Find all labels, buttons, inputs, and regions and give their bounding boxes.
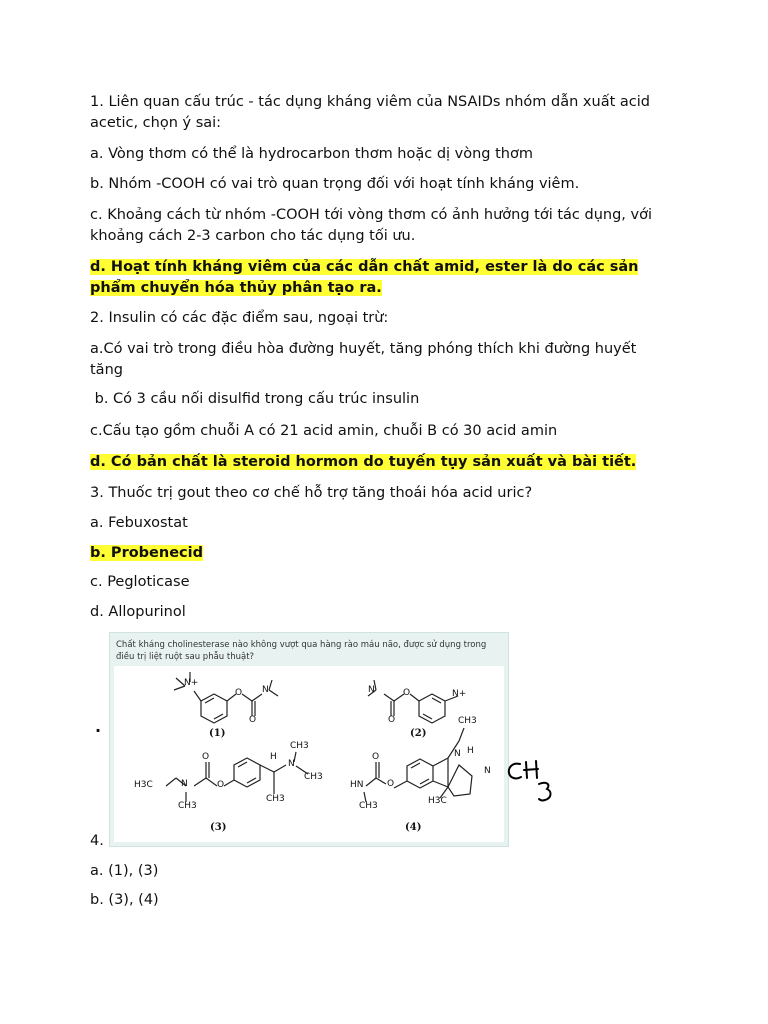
q1-option-c: c. Khoảng cách từ nhóm -COOH tới vòng thơm có ảnh hưởng tới tác dụng, với khoảng cách 2-3 carbon cho tác dụng tối ưu. — [90, 207, 652, 244]
highlight: b. Probenecid — [90, 545, 203, 561]
atom-ch3-4a: CH3 — [359, 801, 378, 811]
q2-option-c: c.Cấu tạo gồm chuỗi A có 21 acid amin, chuỗi B có 30 acid amin — [90, 423, 558, 439]
structure-label-1: (1) — [209, 728, 226, 739]
pyrrolidine-ring — [448, 765, 472, 796]
atom-o-4: O — [387, 779, 395, 789]
atom-hn-4: HN — [350, 780, 364, 790]
question-4-figure — [109, 632, 509, 847]
q1-option-a: a. Vòng thơm có thể là hydrocarbon thơm hoặc dị vòng thơm — [90, 146, 533, 162]
q4-option-b: b. (3), (4) — [90, 892, 159, 908]
atom-o-carbonyl-3: O — [202, 752, 210, 762]
atom-ch3-3d: CH3 — [266, 794, 285, 804]
structures-panel — [114, 666, 504, 842]
atom-h-4: H — [467, 746, 474, 756]
atom-h3c-4: H3C — [428, 796, 447, 806]
q2-option-b: b. Có 3 cầu nối disulfid trong cấu trúc insulin — [90, 391, 420, 407]
q2-stem: 2. Insulin có các đặc điểm sau, ngoại trừ: — [90, 310, 389, 326]
structure-label-4: (4) — [405, 822, 422, 833]
atom-o-carbonyl-2: O — [388, 715, 396, 725]
q3-option-b-answer — [90, 543, 670, 564]
handwriting-strokes — [506, 756, 562, 808]
atom-n-4b: N — [484, 766, 491, 776]
q3-stem: 3. Thuốc trị gout theo cơ chế hỗ trợ tăng thoái hóa acid uric? — [90, 485, 533, 501]
atom-ch3-4b: CH3 — [458, 716, 477, 726]
atom-n-4a: N — [454, 749, 461, 759]
atom-ch3-3b: CH3 — [290, 741, 309, 751]
atom-ch3-3a: CH3 — [178, 801, 197, 811]
atom-n-plus-2: N+ — [452, 689, 467, 699]
atom-o-3: O — [217, 780, 225, 790]
q4-number: 4. — [90, 833, 104, 849]
q2-option-d-answer — [90, 452, 670, 473]
atom-n-amide-1: N — [262, 685, 269, 695]
atom-ch3-3c: CH3 — [304, 772, 323, 782]
chemical-structures — [114, 666, 504, 842]
q3-option-a: a. Febuxostat — [90, 515, 188, 531]
atom-h3c-3: H3C — [134, 780, 153, 790]
q3-option-c: c. Pegloticase — [90, 574, 190, 590]
atom-n-3: N — [181, 779, 188, 789]
atom-n-plus-1: N+ — [184, 678, 199, 688]
figure-caption: Chất kháng cholinesterase nào không vượt qua hàng rào máu não, được sử dụng trong điều trị liệt ruột sau phẫu thuật? — [116, 640, 487, 662]
highlight: d. Hoạt tính kháng viêm của các dẫn chất amid, ester là do các sản phẩm chuyển hóa thủy phân tạo ra. — [90, 259, 639, 296]
atom-n-3b: N — [288, 759, 295, 769]
q1-option-b: b. Nhóm -COOH có vai trò quan trọng đối với hoạt tính kháng viêm. — [90, 176, 580, 192]
q1-stem: 1. Liên quan cấu trúc - tác dụng kháng viêm của NSAIDs nhóm dẫn xuất acid acetic, chọn ý sai: — [90, 94, 650, 131]
atom-o-1: O — [235, 688, 243, 698]
q3-option-d: d. Allopurinol — [90, 604, 186, 620]
q2-option-a: a.Có vai trò trong điều hòa đường huyết, tăng phóng thích khi đường huyết tăng — [90, 341, 637, 378]
atom-n-amide-2: N — [368, 685, 375, 695]
atom-o-carbonyl-1: O — [249, 715, 257, 725]
q4-option-a: a. (1), (3) — [90, 863, 159, 879]
atom-o-2: O — [403, 688, 411, 698]
handwritten-ch3-annotation — [506, 756, 562, 808]
atom-h-3: H — [270, 752, 277, 762]
structure-label-3: (3) — [210, 822, 227, 833]
stray-dot: . — [95, 717, 102, 736]
structure-label-2: (2) — [410, 728, 427, 739]
atom-o-carbonyl-4: O — [372, 752, 380, 762]
highlight: d. Có bản chất là steroid hormon do tuyến tụy sản xuất và bài tiết. — [90, 454, 637, 470]
q1-option-d-answer — [90, 257, 670, 299]
